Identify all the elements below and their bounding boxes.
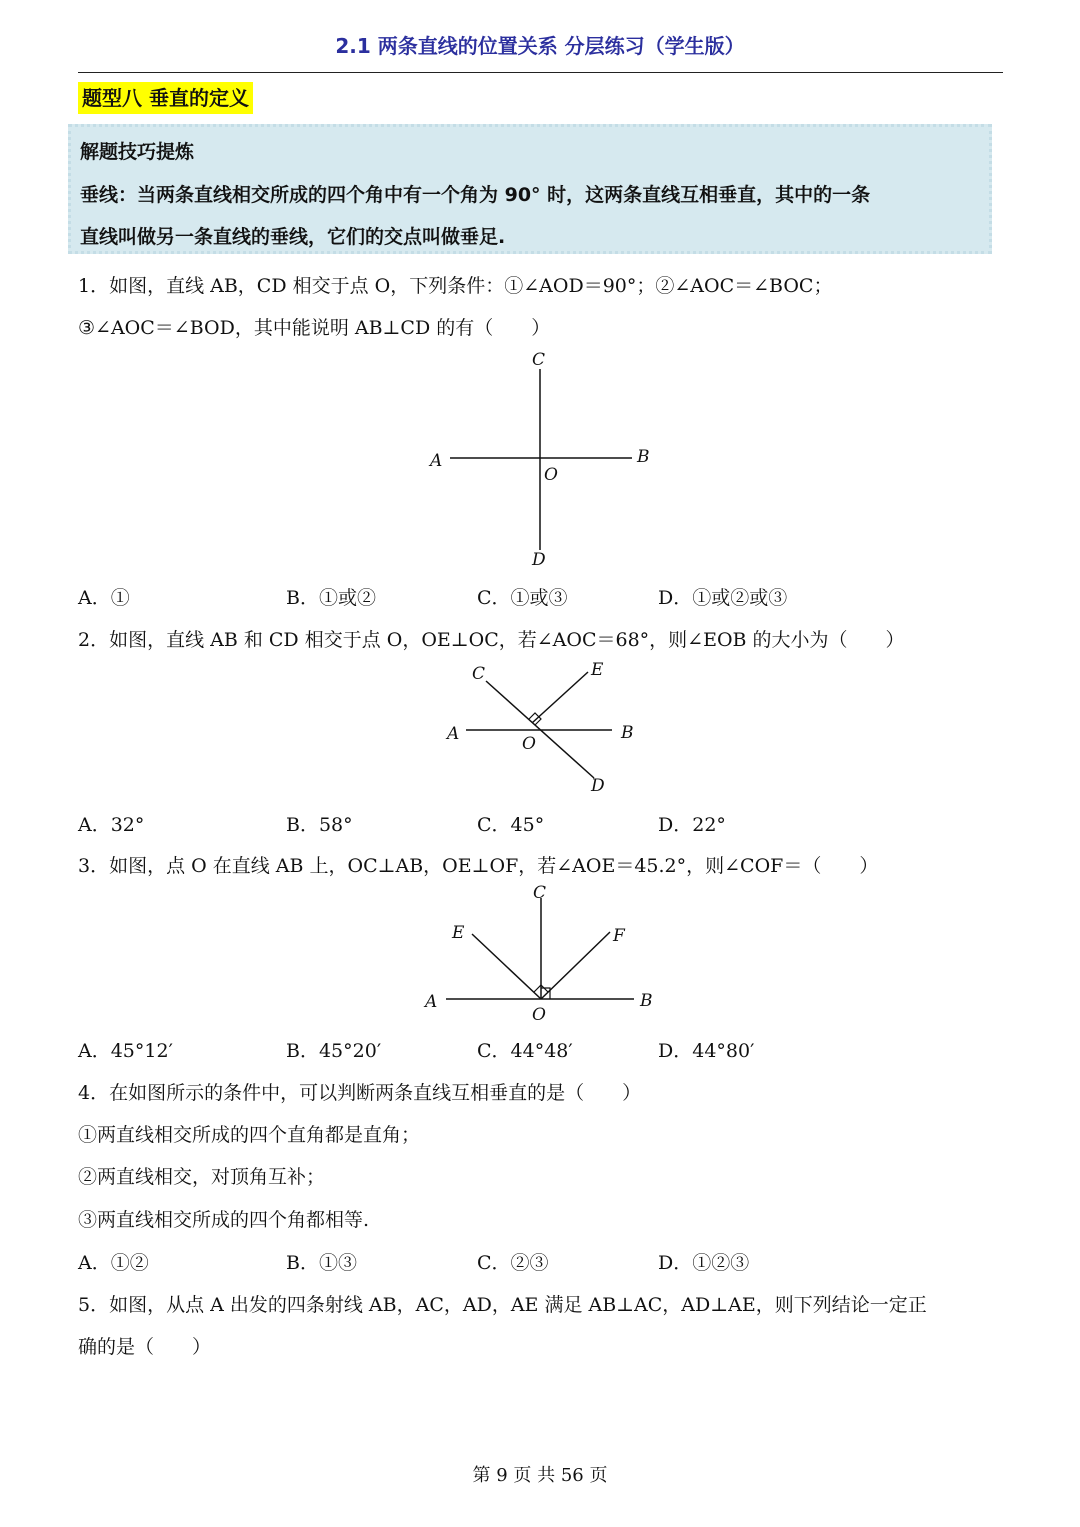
tip-heading: 解题技巧提炼 [80, 141, 195, 163]
page-header-title: 2.1 两条直线的位置关系 分层练习（学生版） [335, 34, 745, 58]
label-o: O [532, 1005, 546, 1025]
label-a: A [447, 724, 460, 744]
question-5-line-1: 5．如图，从点 A 出发的四条射线 AB，AC，AD，AE 满足 AB⊥AC，AD⊥AE，则下列结论一定正 [78, 1294, 927, 1316]
question-1-option-c[interactable]: C．①或③ [477, 587, 568, 609]
label-b: B [640, 991, 653, 1011]
question-2-line-1: 2．如图，直线 AB 和 CD 相交于点 O，OE⊥OC，若∠AOC＝68°，则∠EOB 的大小为（ ） [78, 629, 905, 651]
question-4-option-c[interactable]: C．②③ [477, 1252, 549, 1274]
label-a: A [430, 451, 443, 471]
question-3-figure [420, 878, 670, 1028]
label-e: E [452, 923, 465, 943]
question-4-item-1: ①两直线相交所成的四个直角都是直角； [78, 1124, 421, 1146]
question-3-line-1: 3．如图，点 O 在直线 AB 上，OC⊥AB，OE⊥OF，若∠AOE＝45.2°，则∠COF＝（ ） [78, 855, 879, 877]
label-a: A [425, 992, 438, 1012]
question-1-option-d[interactable]: D．①或②或③ [658, 587, 788, 609]
question-4-option-a[interactable]: A．①② [78, 1252, 149, 1274]
question-4-item-3: ③两直线相交所成的四个角都相等. [78, 1209, 370, 1231]
label-o: O [522, 734, 536, 754]
question-3-option-d[interactable]: D．44°80′ [658, 1040, 755, 1062]
question-4-option-b[interactable]: B．①③ [286, 1252, 357, 1274]
label-d: D [591, 776, 605, 796]
label-c: C [533, 883, 547, 903]
question-1-line-1: 1．如图，直线 AB，CD 相交于点 O，下列条件：①∠AOD＝90°；②∠AOC＝∠BOC； [78, 275, 833, 297]
header-divider [78, 72, 1003, 73]
ray-oe [532, 672, 588, 723]
label-c: C [532, 350, 546, 370]
page-footer: 第 9 页 共 56 页 [472, 1465, 608, 1486]
question-1-figure [420, 345, 670, 570]
question-3-option-a[interactable]: A．45°12′ [78, 1040, 173, 1062]
question-2-option-b[interactable]: B．58° [286, 814, 353, 836]
question-3-option-c[interactable]: C．44°48′ [477, 1040, 573, 1062]
question-2-figure [440, 655, 660, 800]
question-1-option-b[interactable]: B．①或② [286, 587, 376, 609]
question-2-option-c[interactable]: C．45° [477, 814, 545, 836]
label-c: C [472, 664, 486, 684]
question-2-option-a[interactable]: A．32° [78, 814, 145, 836]
label-b: B [637, 447, 650, 467]
question-4-line-1: 4．在如图所示的条件中，可以判断两条直线互相垂直的是（ ） [78, 1082, 642, 1104]
question-1-line-2: ③∠AOC＝∠BOD，其中能说明 AB⊥CD 的有（ ） [78, 317, 551, 339]
tip-line-2: 直线叫做另一条直线的垂线，它们的交点叫做垂足. [80, 226, 506, 248]
question-5-line-2: 确的是（ ） [78, 1336, 212, 1358]
right-angle-mark [529, 713, 541, 725]
ray-of [541, 932, 610, 999]
label-e: E [591, 660, 604, 680]
question-1-option-a[interactable]: A．① [78, 587, 130, 609]
label-b: B [621, 723, 634, 743]
ray-oe [472, 934, 541, 999]
label-o: O [544, 465, 558, 485]
label-d: D [532, 550, 546, 570]
question-3-option-b[interactable]: B．45°20′ [286, 1040, 382, 1062]
question-2-option-d[interactable]: D．22° [658, 814, 726, 836]
section-label: 题型八 垂直的定义 [78, 82, 253, 114]
question-4-item-2: ②两直线相交，对顶角互补； [78, 1166, 326, 1188]
tip-line-1: 垂线：当两条直线相交所成的四个角中有一个角为 90° 时，这两条直线互相垂直，其中的一条 [80, 184, 871, 206]
label-f: F [613, 926, 625, 946]
question-4-option-d[interactable]: D．①②③ [658, 1252, 750, 1274]
